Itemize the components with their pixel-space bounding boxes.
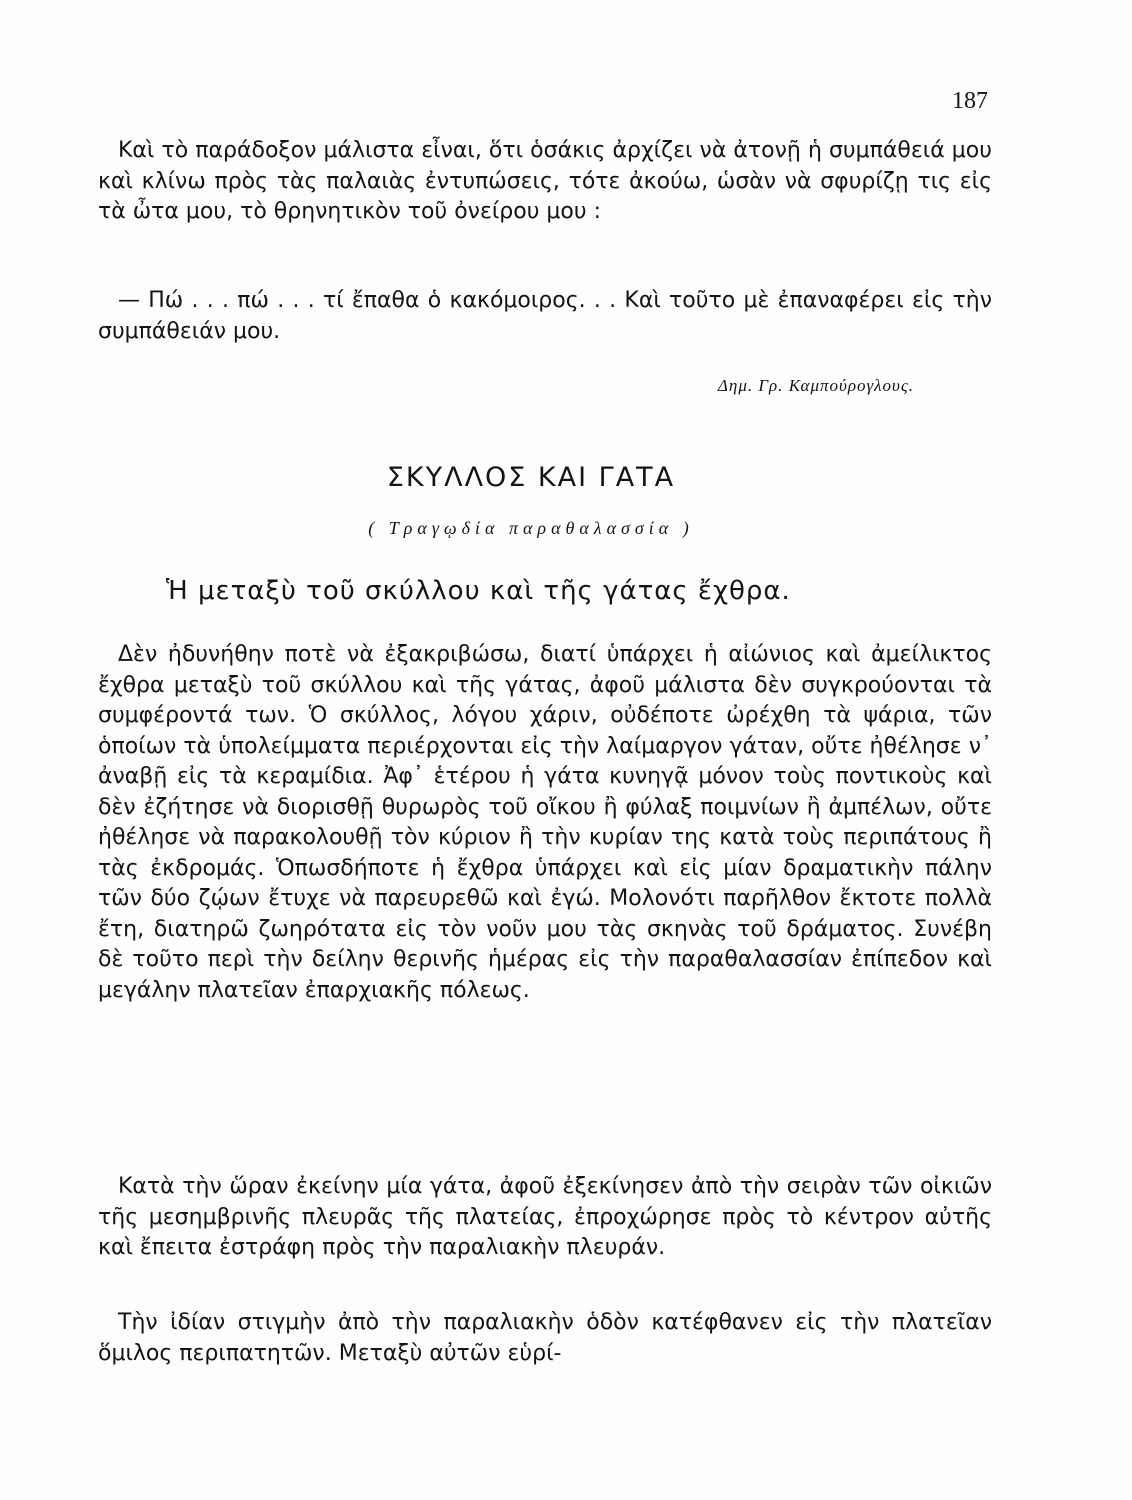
section-heading: Ἡ μεταξὺ τοῦ σκύλλου καὶ τῆς γάτας ἔχθρα.: [166, 576, 791, 606]
intro-paragraph: Καὶ τὸ παράδοξον μάλιστα εἶναι, ὅτι ὁσάκις ἀρχίζει νὰ ἀτονῇ ἡ συμπάθειά μου καὶ κλίνω πρὸς τὰς παλαιὰς ἐντυπώσεις, τότε ἀκούω, ὡσὰν νὰ σφυρίζῃ τις εἰς τὰ ὦτα μου, τὸ θρηνητικὸν τοῦ ὀνείρου μου :: [98, 138, 992, 224]
body-paragraph: Κατὰ τὴν ὥραν ἐκείνην μία γάτα, ἀφοῦ ἐξεκίνησεν ἀπὸ τὴν σειρὰν τῶν οἰκιῶν τῆς μεσημβρινῆς πλευρᾶς τῆς πλατείας, ἐπροχώρησε πρὸς τὸ κέντρον αὐτῆς καὶ ἔπειτα ἐστράφη πρὸς τὴν παραλιακὴν πλευράν.: [98, 1174, 992, 1260]
author-signature: Δημ. Γρ. Καμπούρογλους.: [717, 376, 914, 395]
chapter-title: ΣΚΥΛΛΟΣ ΚΑΙ ΓΑΤΑ: [386, 462, 676, 493]
page-number: 187: [952, 88, 988, 114]
body-paragraph: Τὴν ἰδίαν στιγμὴν ἀπὸ τὴν παραλιακὴν ὁδὸν κατέφθανεν εἰς τὴν πλατεῖαν ὅμιλος περιπατητῶν. Μεταξὺ αὐτῶν εὑρί-: [98, 1310, 992, 1366]
chapter-subtitle: ( Τραγῳδία παραθαλασσία ): [368, 518, 694, 538]
body-paragraph: Δὲν ἠδυνήθην ποτὲ νὰ ἐξακριβώσω, διατί ὑπάρχει ἡ αἰώνιος καὶ ἀμείλικτος ἔχθρα μεταξὺ τοῦ σκύλλου καὶ τῆς γάτας, ἀφοῦ μάλιστα δὲν συγκρούονται τὰ συμφέροντά των. Ὁ σκύλλος, λόγου χάριν, οὐδέποτε ὠρέχθη τὰ ψάρια, τῶν ὁποίων τὰ ὑπολείμματα περιέρχονται εἰς τὴν λαίμαργον γάταν, οὔτε ἠθέλησε ν᾽ ἀναβῇ εἰς τὰ κεραμίδια. Ἀφ᾽ ἑτέρου ἡ γάτα κυνηγᾷ μόνον τοὺς ποντικοὺς καὶ δὲν ἐζήτησε νὰ διορισθῇ θυρωρὸς τοῦ οἴκου ἢ φύλαξ ποιμνίων ἢ ἀμπέλων, οὔτε ἠθέλησε νὰ παρακολουθῇ τὸν κύριον ἢ τὴν κυρίαν της κατὰ τοὺς περιπάτους ἢ τὰς ἐκδρομάς. Ὁπωσδήποτε ἡ ἔχθρα ὑπάρχει καὶ εἰς μίαν δραματικὴν πάλην τῶν δύο ζῴων ἔτυχε νὰ παρευρεθῶ καὶ ἐγώ. Μολονότι παρῆλθον ἔκτοτε πολλὰ ἔτη, διατηρῶ ζωηρότατα εἰς τὸν νοῦν μου τὰς σκηνὰς τοῦ δράματος. Συνέβη δὲ τοῦτο περὶ τὴν δείλην θερινῆς ἡμέρας εἰς τὴν παραθαλασσίαν ἐπίπεδον καὶ μεγάλην πλατεῖαν ἐπαρχιακῆς πόλεως.: [98, 642, 992, 1003]
quote-paragraph: — Πώ . . . πώ . . . τί ἔπαθα ὁ κακόμοιρος. . . Καὶ τοῦτο μὲ ἐπαναφέρει εἰς τὴν συμπάθειάν μου.: [98, 288, 992, 344]
